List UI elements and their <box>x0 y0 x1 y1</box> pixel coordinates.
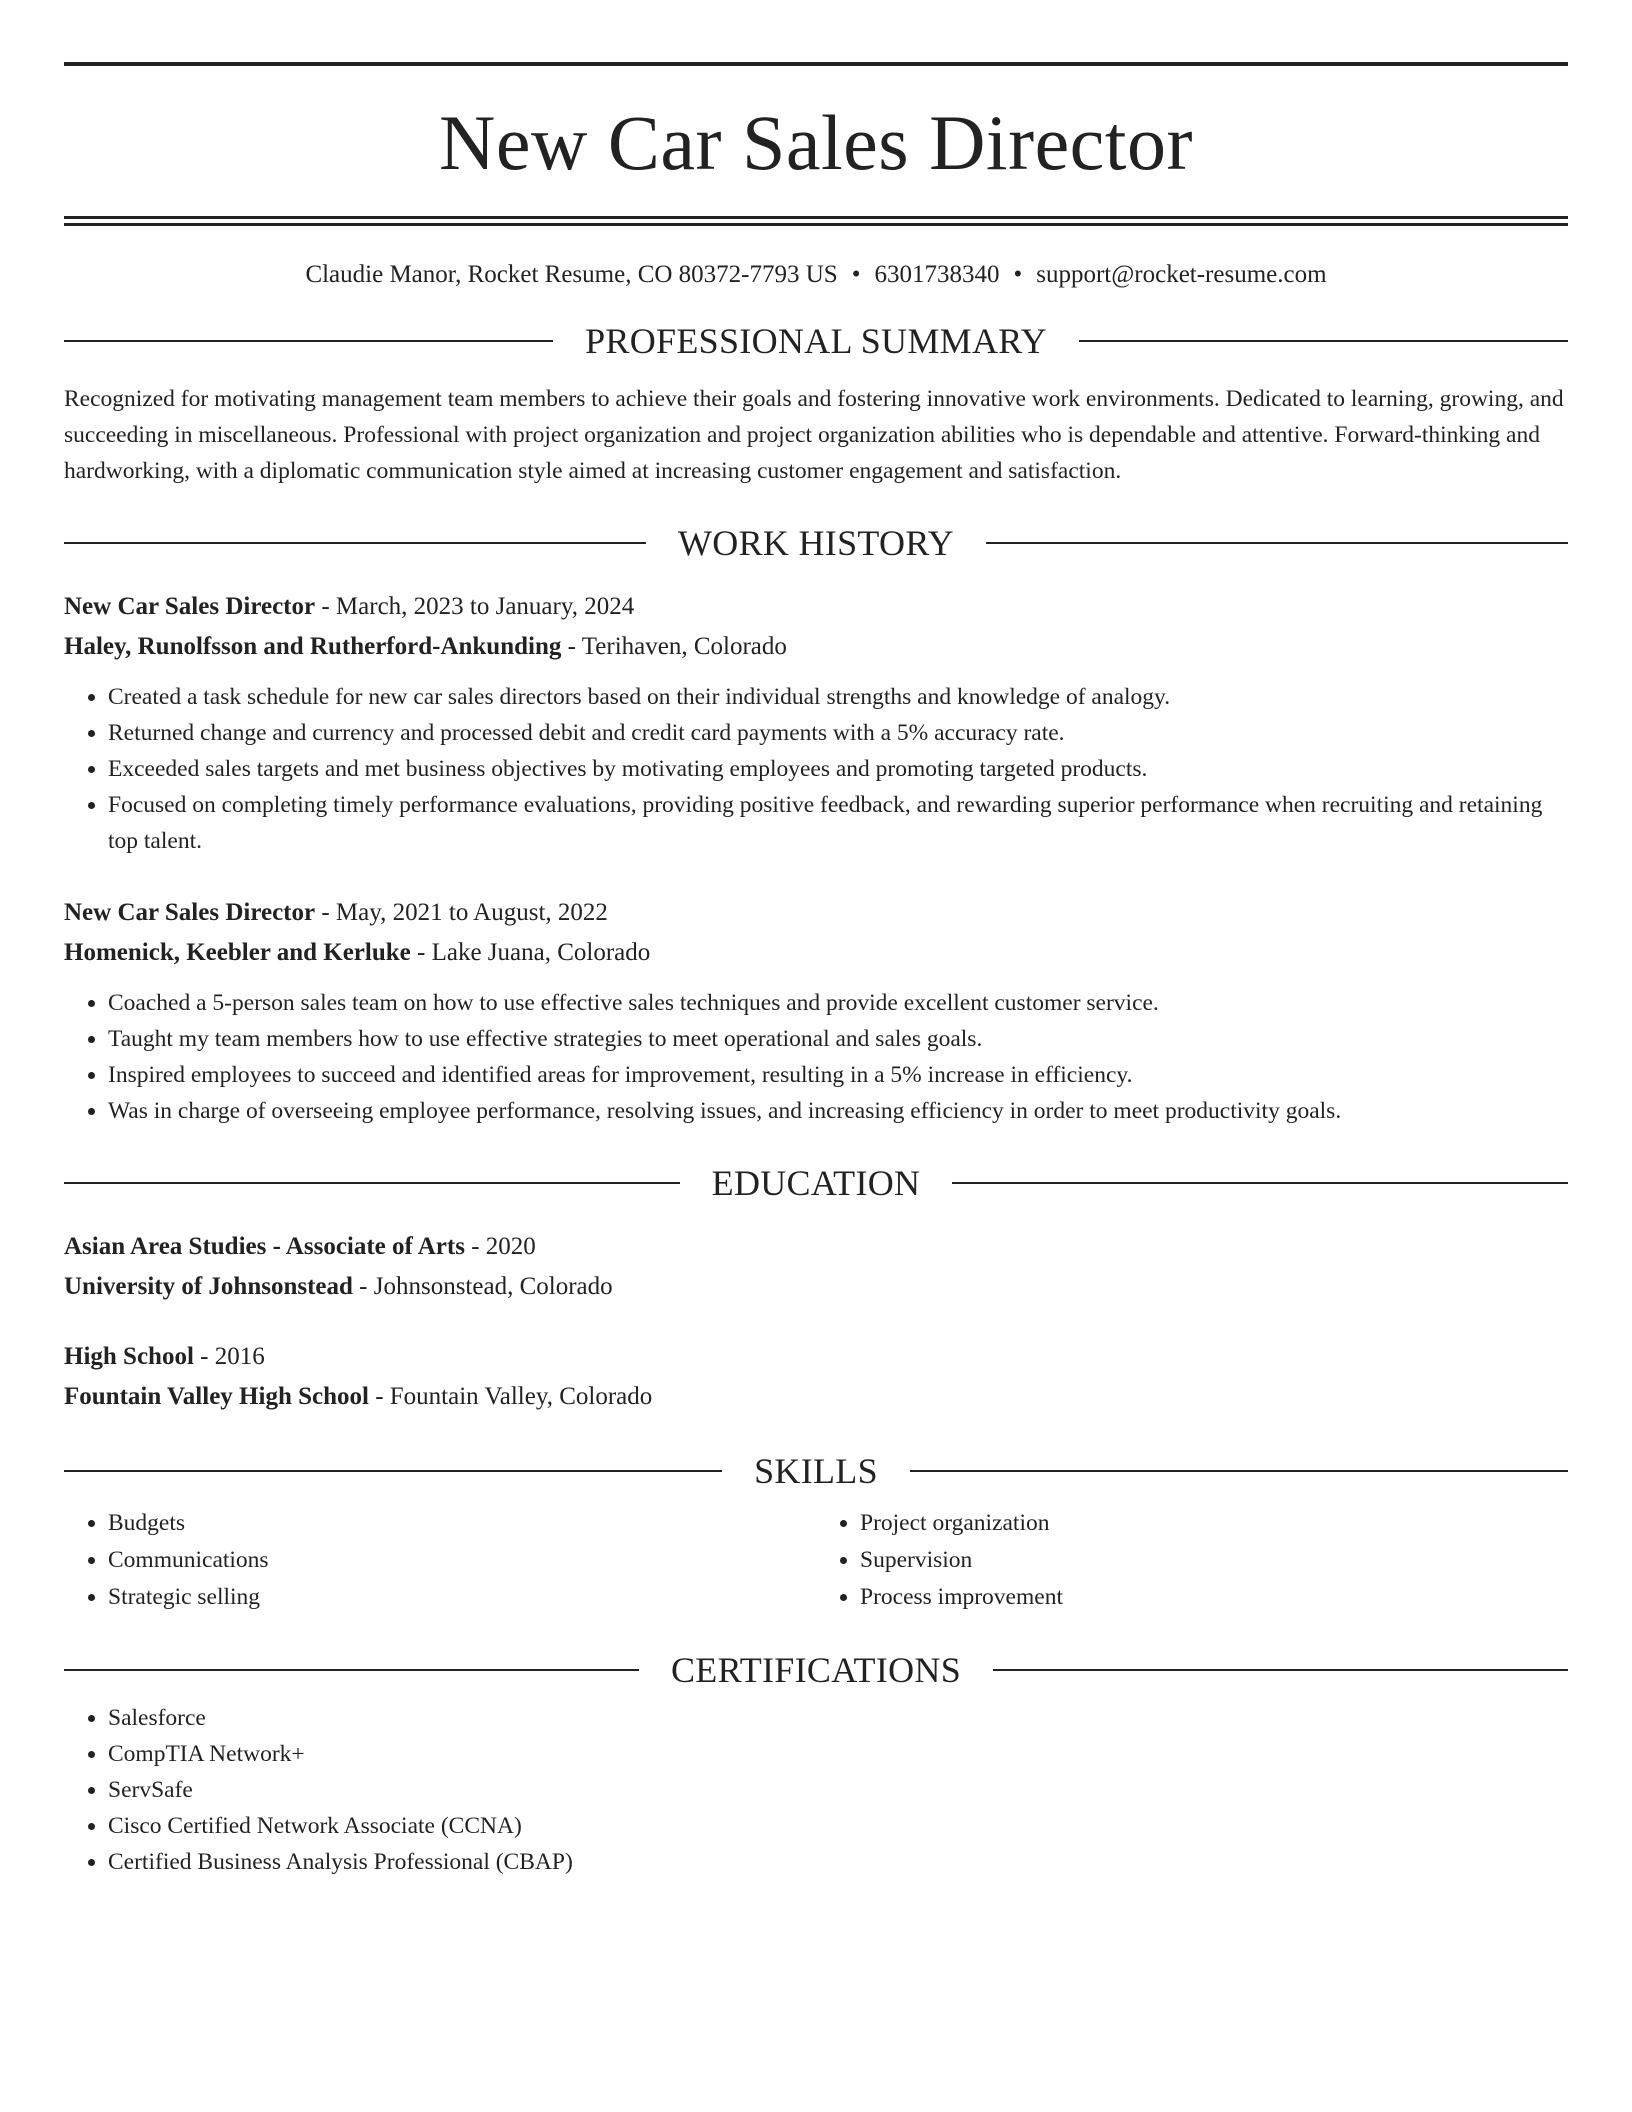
section-title: PROFESSIONAL SUMMARY <box>585 321 1047 361</box>
contact-phone: 6301738340 <box>874 261 1000 288</box>
skill-item: • Strategic selling <box>108 1579 816 1616</box>
school-name: University of Johnsonstead <box>64 1273 353 1300</box>
job-bullets <box>64 679 1568 859</box>
contact-email: support@rocket-resume.com <box>1036 261 1327 288</box>
education-entry <box>64 1337 1568 1417</box>
section-title: SKILLS <box>754 1451 878 1491</box>
graduation-year: - 2016 <box>193 1343 265 1370</box>
skills-list-right <box>816 1505 1568 1616</box>
skills-columns <box>64 1505 1568 1616</box>
job-title-line <box>64 587 1568 627</box>
job-bullet: • Exceeded sales targets and met business objectives by motivating employees and promoting targeted products. <box>108 751 1568 787</box>
section-heading-certifications <box>64 1652 1568 1688</box>
heading-rule-right <box>1079 340 1568 342</box>
job-entry <box>64 587 1568 859</box>
contact-separator: • <box>851 261 861 288</box>
job-entry <box>64 893 1568 1129</box>
degree: Asian Area Studies - Associate of Arts <box>64 1233 465 1260</box>
summary-text: Recognized for motivating management team members to achieve their goals and fostering innovative work environments. Dedicated to learning, growing, and succeeding in miscellaneous. Professional with project organization and project organization abilities who is dependable and attentive. Forward-thinking and hardworking, with a diplomatic communication style aimed at increasing customer engagement and satisfaction. <box>64 386 1564 484</box>
section-title: EDUCATION <box>711 1163 921 1203</box>
job-bullet: • Taught my team members how to use effective strategies to meet operational and sales goals. <box>108 1021 1568 1057</box>
resume-title: New Car Sales Director <box>439 99 1193 186</box>
degree-line <box>64 1227 1568 1267</box>
certification-item: • Salesforce <box>108 1700 1568 1736</box>
top-rule <box>64 62 1568 66</box>
skill-item: • Project organization <box>860 1505 1568 1542</box>
certification-item: • CompTIA Network+ <box>108 1736 1568 1772</box>
contact-address: Claudie Manor, Rocket Resume, CO 80372-7793 US <box>305 261 838 288</box>
heading-rule-left <box>64 1470 722 1472</box>
section-heading-work-history <box>64 525 1568 561</box>
school-line <box>64 1267 1568 1307</box>
job-company: Homenick, Keebler and Kerluke <box>64 939 411 966</box>
job-bullet: • Created a task schedule for new car sales directors based on their individual strengths and knowledge of analogy. <box>108 679 1568 715</box>
certification-item: • ServSafe <box>108 1772 1568 1808</box>
job-title: New Car Sales Director <box>64 593 316 620</box>
school-line <box>64 1377 1568 1417</box>
heading-rule-left <box>64 1669 639 1671</box>
heading-rule-left <box>64 340 553 342</box>
certification-item: • Certified Business Analysis Professional (CBAP) <box>108 1844 1568 1880</box>
job-company-line <box>64 933 1568 973</box>
skill-item: • Supervision <box>860 1542 1568 1579</box>
school-name: Fountain Valley High School <box>64 1383 369 1410</box>
contact-line <box>64 262 1568 287</box>
job-dates: - March, 2023 to January, 2024 <box>315 593 635 620</box>
education-entry <box>64 1227 1568 1307</box>
section-heading-summary <box>64 323 1568 359</box>
skill-item: • Budgets <box>108 1505 816 1542</box>
heading-rule-right <box>952 1182 1568 1184</box>
degree-line <box>64 1337 1568 1377</box>
certifications-list <box>64 1700 1568 1880</box>
section-heading-education <box>64 1165 1568 1201</box>
heading-rule-left <box>64 1182 680 1184</box>
job-bullet: • Returned change and currency and processed debit and credit card payments with a 5% accuracy rate. <box>108 715 1568 751</box>
skill-item: • Process improvement <box>860 1579 1568 1616</box>
section-title: WORK HISTORY <box>678 523 954 563</box>
section-heading-skills <box>64 1453 1568 1489</box>
job-location: - Terihaven, Colorado <box>561 633 787 660</box>
job-company-line <box>64 627 1568 667</box>
job-location: - Lake Juana, Colorado <box>410 939 651 966</box>
skill-item: • Communications <box>108 1542 816 1579</box>
degree: High School <box>64 1343 194 1370</box>
heading-rule-right <box>993 1669 1568 1671</box>
heading-rule-right <box>986 542 1568 544</box>
job-title: New Car Sales Director <box>64 899 316 926</box>
title-double-rule <box>64 216 1568 226</box>
job-bullet: • Focused on completing timely performance evaluations, providing positive feedback, and rewarding superior performance when recruiting and retaining top talent. <box>108 787 1568 859</box>
school-location: - Johnsonstead, Colorado <box>352 1273 613 1300</box>
skills-list-left <box>64 1505 816 1616</box>
graduation-year: - 2020 <box>464 1233 536 1260</box>
job-bullet: • Was in charge of overseeing employee performance, resolving issues, and increasing efficiency in order to meet productivity goals. <box>108 1093 1568 1129</box>
job-title-line <box>64 893 1568 933</box>
contact-separator: • <box>1013 261 1023 288</box>
school-location: - Fountain Valley, Colorado <box>368 1383 653 1410</box>
job-bullet: • Inspired employees to succeed and identified areas for improvement, resulting in a 5% increase in efficiency. <box>108 1057 1568 1093</box>
certification-item: • Cisco Certified Network Associate (CCNA) <box>108 1808 1568 1844</box>
heading-rule-left <box>64 542 646 544</box>
section-title: CERTIFICATIONS <box>670 1650 962 1690</box>
job-dates: - May, 2021 to August, 2022 <box>315 899 608 926</box>
heading-rule-right <box>910 1470 1568 1472</box>
job-bullet: • Coached a 5-person sales team on how to use effective sales techniques and provide excellent customer service. <box>108 985 1568 1021</box>
job-bullets <box>64 985 1568 1129</box>
job-company: Haley, Runolfsson and Rutherford-Ankunding <box>64 633 562 660</box>
